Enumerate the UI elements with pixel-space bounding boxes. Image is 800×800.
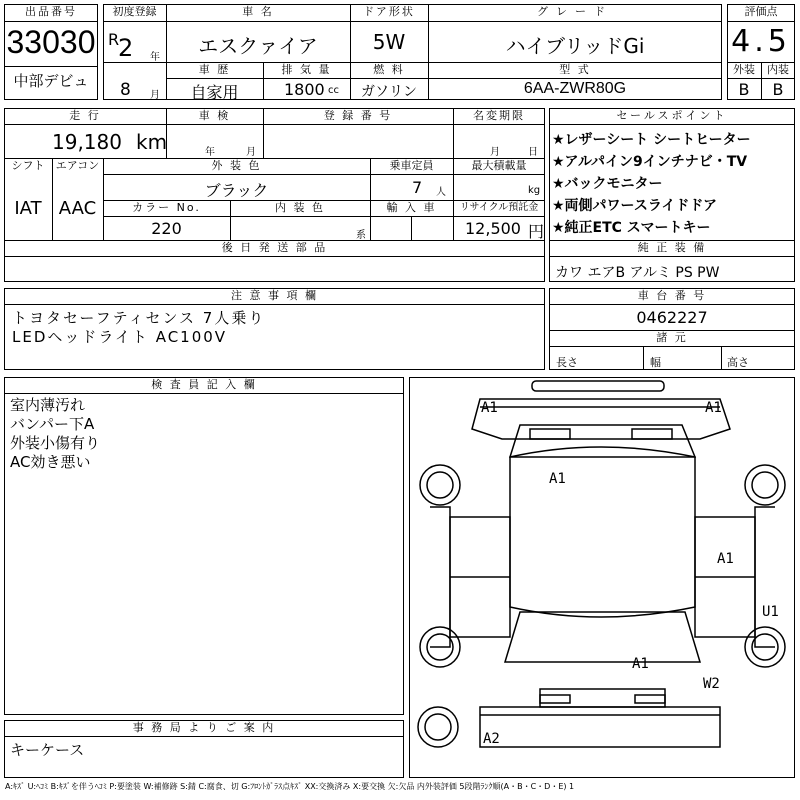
office-label: 事 務 局 よ り ご 案 内: [132, 721, 276, 734]
inspector-label: 検 査 員 記 入 欄: [151, 378, 257, 391]
sales-points-label: セールスポイント: [616, 109, 728, 122]
car-name-label: 車 名: [242, 5, 274, 18]
recycle-unit: 円: [528, 222, 545, 241]
car-name: エスクァイア: [198, 34, 318, 58]
history-label: 車 歴: [198, 63, 231, 76]
door-label: ドア形状: [363, 5, 415, 18]
inspection-month-unit: 月: [246, 147, 256, 158]
model-code: 6AA-ZWR80G: [523, 80, 627, 97]
list-item: AC効き悪い: [10, 453, 91, 471]
mileage-unit: km: [136, 130, 168, 154]
interior-color-unit: 系: [356, 230, 366, 241]
car-diagram: [410, 377, 794, 776]
shift: IAT: [14, 198, 42, 219]
sales-points-list: [552, 129, 795, 239]
capacity-label: 乗車定員: [389, 159, 434, 172]
month-unit: 月: [150, 90, 160, 101]
first-registration-label: 初度登録: [112, 5, 157, 18]
chassis-number: 0462227: [636, 308, 708, 327]
score: 4.5: [731, 24, 791, 59]
inspector-notes: [10, 396, 400, 472]
list-item: 外装小傷有り: [10, 434, 101, 452]
year-unit: 年: [150, 52, 160, 63]
score-label: 評価点: [744, 5, 778, 18]
mileage: 19,180: [52, 130, 122, 154]
ac: AAC: [58, 198, 97, 219]
lot-number-label: 出品番号: [25, 5, 77, 18]
list-item: ★バックモニター: [552, 176, 663, 192]
fuel: ガソリン: [361, 84, 417, 100]
damage-mark: A1: [717, 551, 734, 567]
exterior-color: ブラック: [204, 181, 269, 200]
list-item: LEDヘッドライト AC100V: [12, 328, 228, 346]
notes-label: 注 意 事 項 欄: [231, 289, 318, 302]
list-item: 室内薄汚れ: [10, 396, 86, 414]
list-item: ★レザーシート シートヒーター: [552, 132, 751, 148]
office-note: キーケース: [10, 741, 85, 759]
color-number-label: カラー No.: [132, 201, 201, 214]
era-letter: R: [108, 30, 120, 49]
list-item: トヨタセーフティセンス 7人乗り: [12, 309, 266, 327]
list-item: ★両側パワースライドドア: [552, 198, 718, 214]
name-change-month-unit: 月: [490, 147, 500, 158]
grade: ハイブリッドGi: [505, 34, 645, 58]
list-item: バンパー下A: [10, 415, 95, 433]
damage-mark: W2: [703, 676, 720, 692]
lot-number: 33030: [6, 24, 96, 60]
name-change-day-unit: 日: [528, 147, 538, 158]
max-load-unit: kg: [528, 185, 541, 196]
mileage-label: 走 行: [69, 109, 101, 122]
genuine-equipment-label: 純 正 装 備: [637, 241, 707, 254]
model-label: 型 式: [559, 63, 591, 76]
interior-color-label: 内 装 色: [275, 201, 325, 214]
later-parts-label: 後 日 発 送 部 品: [221, 241, 328, 254]
exterior-grade: B: [738, 80, 750, 99]
recycle-fee: 12,500: [465, 219, 521, 238]
displacement-unit: cc: [328, 85, 339, 96]
exterior-label: 外装: [733, 63, 755, 76]
legend: A:ｷｽﾞ U:ﾍｺﾐ B:ｷｽﾞを伴うﾍｺﾐ P:要塗装 W:補修跡 S:錆 C:腐食、切 G:ﾌﾛﾝﾄｶﾞﾗｽ点ｷｽﾞ XX:交換済み X:要交換 欠:欠品 内外装評価 5段階ﾗﾝｸ順(A・B・C・D・E) 1: [5, 782, 575, 791]
damage-mark: A1: [632, 656, 649, 672]
damage-mark: U1: [762, 604, 779, 620]
list-item: ★アルパイン9インチナビ・TV: [552, 154, 748, 170]
displacement: 1800: [284, 80, 325, 99]
interior-label: 内装: [767, 63, 789, 76]
grade-label: グレード: [537, 5, 613, 18]
recycle-label: リサイクル預託金: [459, 202, 539, 213]
list-item: ★純正ETC スマートキー: [552, 220, 711, 236]
length-label: 長さ: [556, 356, 578, 369]
max-load-label: 最大積載量: [471, 159, 527, 172]
chassis-number-label: 車 台 番 号: [637, 289, 707, 302]
registration-year: 2: [118, 34, 134, 62]
fuel-label: 燃 料: [373, 63, 405, 76]
registration-number-label: 登 録 番 号: [323, 109, 393, 122]
history: 自家用: [190, 83, 239, 102]
debut-label: 中部デビュ: [13, 72, 89, 90]
import-label: 輸 入 車: [386, 201, 437, 214]
ac-label: エアコン: [55, 159, 100, 172]
color-number: 220: [151, 219, 182, 238]
damage-mark: A2: [483, 731, 500, 747]
damage-mark: A1: [549, 471, 566, 487]
specs-label: 諸 元: [656, 331, 688, 344]
inspection-year-unit: 年: [205, 147, 215, 158]
capacity-unit: 人: [436, 187, 446, 198]
capacity: 7: [412, 178, 423, 197]
registration-month: 8: [120, 80, 131, 100]
height-label: 高さ: [727, 356, 749, 369]
damage-mark: A1: [481, 400, 498, 416]
interior-grade: B: [772, 80, 784, 99]
name-change-label: 名変期限: [473, 109, 525, 122]
color-label: 外 装 色: [211, 159, 262, 172]
damage-mark: A1: [705, 400, 722, 416]
inspection-label: 車 検: [198, 109, 231, 122]
genuine-equipment: カワ エアB アルミ PS PW: [555, 265, 720, 281]
notes-list: [12, 309, 542, 347]
shift-label: シフト: [11, 159, 45, 172]
width-label: 幅: [650, 356, 661, 369]
displacement-label: 排 気 量: [281, 63, 332, 76]
door-type: 5W: [372, 30, 406, 54]
